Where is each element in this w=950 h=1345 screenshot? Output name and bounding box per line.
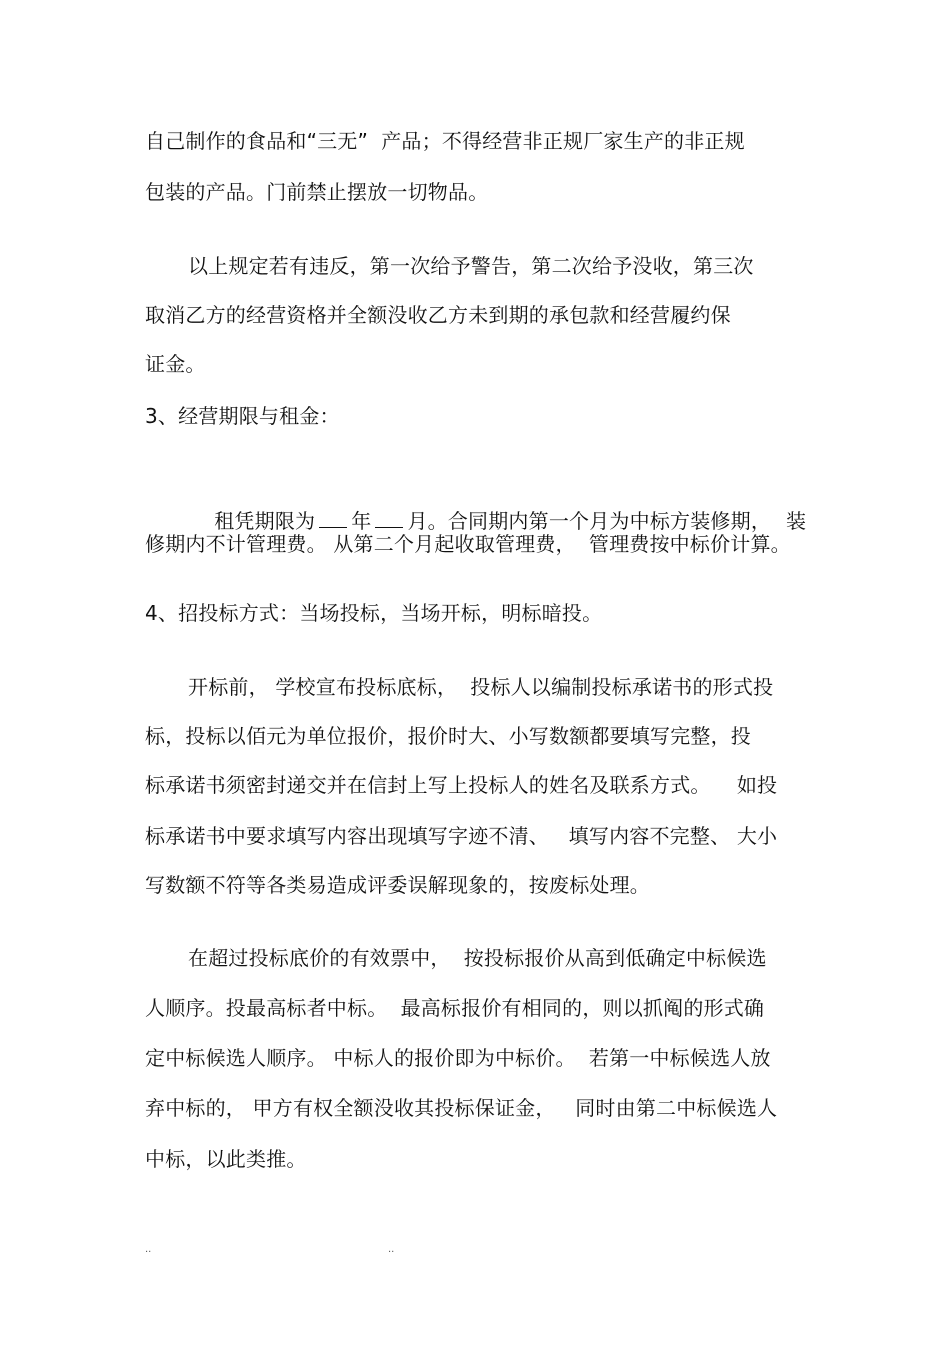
text-line: 开标前， 学校宣布投标底标， 投标人以编制投标承诺书的形式投	[188, 675, 774, 699]
lease-prefix: 租凭期限为	[214, 509, 316, 533]
text-line: 定中标候选人顺序。 中标人的报价即为中标价。 若第一中标候选人放	[145, 1046, 771, 1070]
lease-year: 年	[351, 509, 372, 533]
lease-month: 月。合同期内第一个月为中标方装修期，	[407, 509, 772, 533]
text-line: 证金。	[145, 352, 206, 376]
text-line: 在超过投标底价的有效票中， 按投标报价从高到低确定中标候选	[188, 946, 767, 970]
text-line: 弃中标的， 甲方有权全额没收其投标保证金， 同时由第二中标候选人	[145, 1096, 778, 1120]
footer-mark-left: ..	[145, 1244, 152, 1255]
text-line: 取消乙方的经营资格并全额没收乙方未到期的承包款和经营履约保	[145, 303, 731, 327]
year-blank	[319, 509, 347, 528]
text-line: 自己制作的食品和“三无” 产品；不得经营非正规厂家生产的非正规	[145, 129, 745, 153]
section-heading: 3、经营期限与租金：	[145, 404, 340, 428]
text-line: 中标，以此类推。	[145, 1147, 307, 1171]
text-line: 包装的产品。门前禁止摆放一切物品。	[145, 180, 489, 204]
text-line: 标承诺书须密封递交并在信封上写上投标人的姓名及联系方式。 如投	[145, 773, 778, 797]
lease-tail: 装	[786, 509, 807, 533]
text-line: 以上规定若有违反，第一次给予警告，第二次给予没收，第三次	[188, 254, 754, 278]
text-line: 人顺序。投最高标者中标。 最高标报价有相同的，则以抓阄的形式确	[145, 996, 765, 1020]
text-line: 标承诺书中要求填写内容出现填写字迹不清、 填写内容不完整、 大小	[145, 824, 778, 848]
month-blank	[375, 509, 403, 528]
footer-mark-right: ..	[388, 1244, 395, 1255]
text-line: 标，投标以佰元为单位报价，报价时大、小写数额都要填写完整，投	[145, 724, 751, 748]
section-heading: 4、招投标方式：当场投标，当场开标，明标暗投。	[145, 601, 603, 625]
text-line: 修期内不计管理费。 从第二个月起收取管理费， 管理费按中标价计算。	[145, 532, 791, 556]
text-line: 写数额不符等各类易造成评委误解现象的，按废标处理。	[145, 873, 650, 897]
